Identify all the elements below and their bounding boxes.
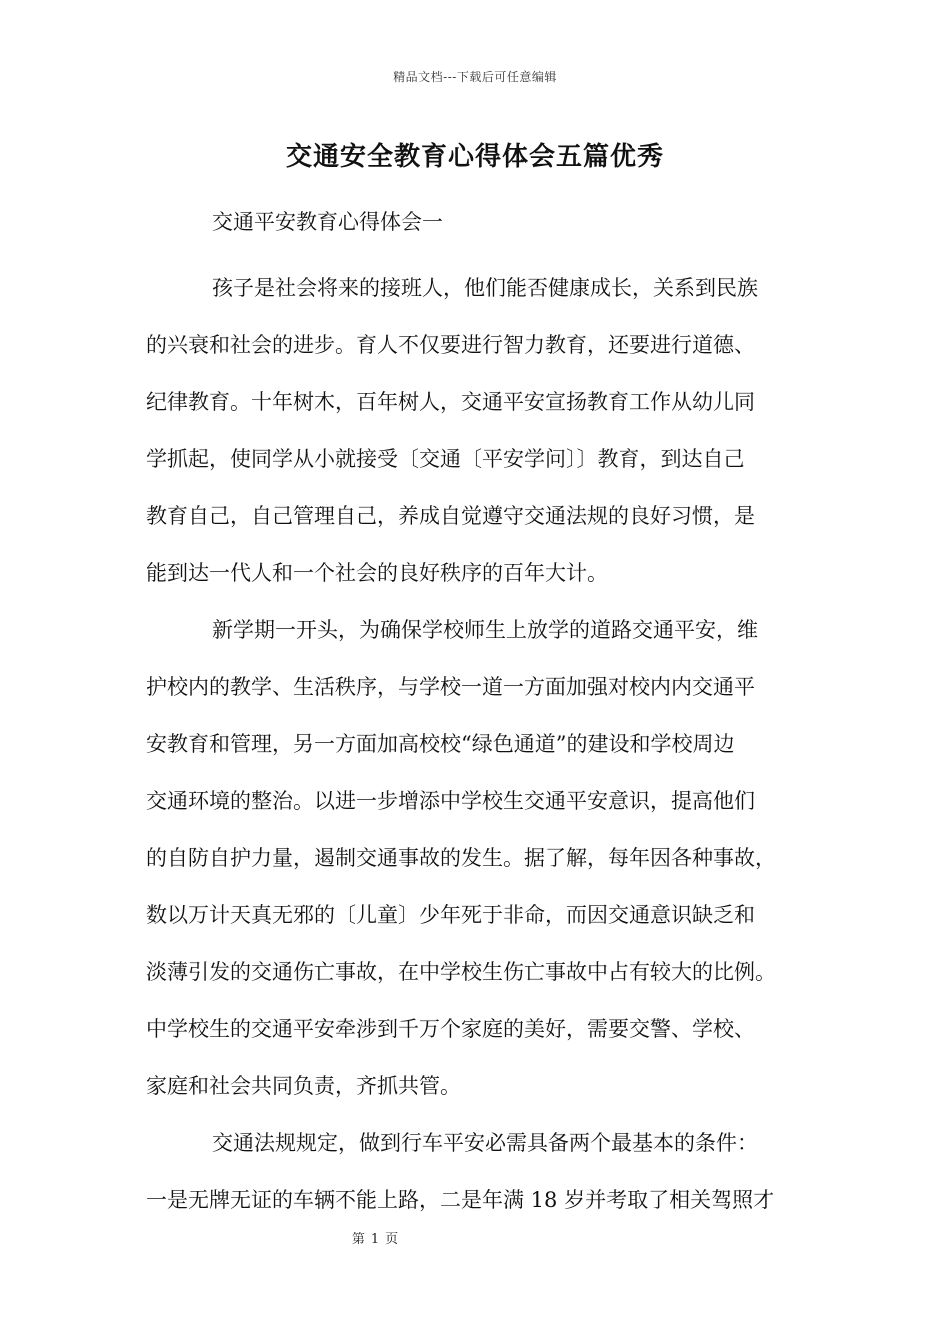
paragraph-line: 教育自己，自己管理自己，养成自觉遵守交通法规的良好习惯，是 bbox=[146, 504, 755, 528]
paragraph-line: 学抓起，使同学从小就接受〔交通〔平安学问〕〕教育，到达自己 bbox=[146, 447, 745, 471]
paragraph-line: 新学期一开头，为确保学校师生上放学的道路交通平安，维 bbox=[212, 618, 758, 642]
document-body bbox=[146, 260, 806, 1229]
page-number: 1 bbox=[370, 1232, 380, 1247]
paragraph-line: 的自防自护力量，遏制交通事故的发生。据了解，每年因各种事故， bbox=[146, 846, 776, 870]
page-footer bbox=[0, 1228, 750, 1247]
section-heading: 交通平安教育心得体会一 bbox=[212, 210, 443, 234]
page-header: 精品文档---下载后可任意编辑 bbox=[393, 70, 557, 84]
paragraph-line: 淡薄引发的交通伤亡事故，在中学校生伤亡事故中占有较大的比例。 bbox=[146, 960, 776, 984]
document-title: 交通安全教育心得体会五篇优秀 bbox=[285, 142, 664, 172]
paragraph-line: 交通环境的整治。以进一步增添中学校生交通平安意识，提高他们 bbox=[146, 789, 755, 813]
paragraph-line: 一是无牌无证的车辆不能上路，二是年满 18 岁并考取了相关驾照才 bbox=[146, 1188, 775, 1212]
paragraph-line: 安教育和管理，另一方面加高校校“绿色通道”的建设和学校周边 bbox=[146, 732, 735, 756]
page-label-suffix: 页 bbox=[385, 1232, 399, 1247]
paragraph-line: 的兴衰和社会的进步。育人不仅要进行智力教育，还要进行道德、 bbox=[146, 333, 755, 357]
paragraph-line: 能到达一代人和一个社会的良好秩序的百年大计。 bbox=[146, 561, 608, 585]
page-label-prefix: 第 bbox=[351, 1232, 365, 1247]
paragraph-line: 纪律教育。十年树木，百年树人，交通平安宣扬教育工作从幼儿同 bbox=[146, 390, 755, 414]
paragraph-line: 交通法规规定，做到行车平安必需具备两个最基本的条件： bbox=[212, 1131, 758, 1155]
paragraph-line: 数以万计天真无邪的〔儿童〕少年死于非命，而因交通意识缺乏和 bbox=[146, 903, 755, 927]
paragraph-line: 中学校生的交通平安牵涉到千万个家庭的美好，需要交警、学校、 bbox=[146, 1017, 755, 1041]
paragraph-line: 护校内的教学、生活秩序，与学校一道一方面加强对校内内交通平 bbox=[146, 675, 755, 699]
paragraph-line: 家庭和社会共同负责，齐抓共管。 bbox=[146, 1074, 461, 1098]
paragraph-line: 孩子是社会将来的接班人，他们能否健康成长，关系到民族 bbox=[212, 276, 758, 300]
